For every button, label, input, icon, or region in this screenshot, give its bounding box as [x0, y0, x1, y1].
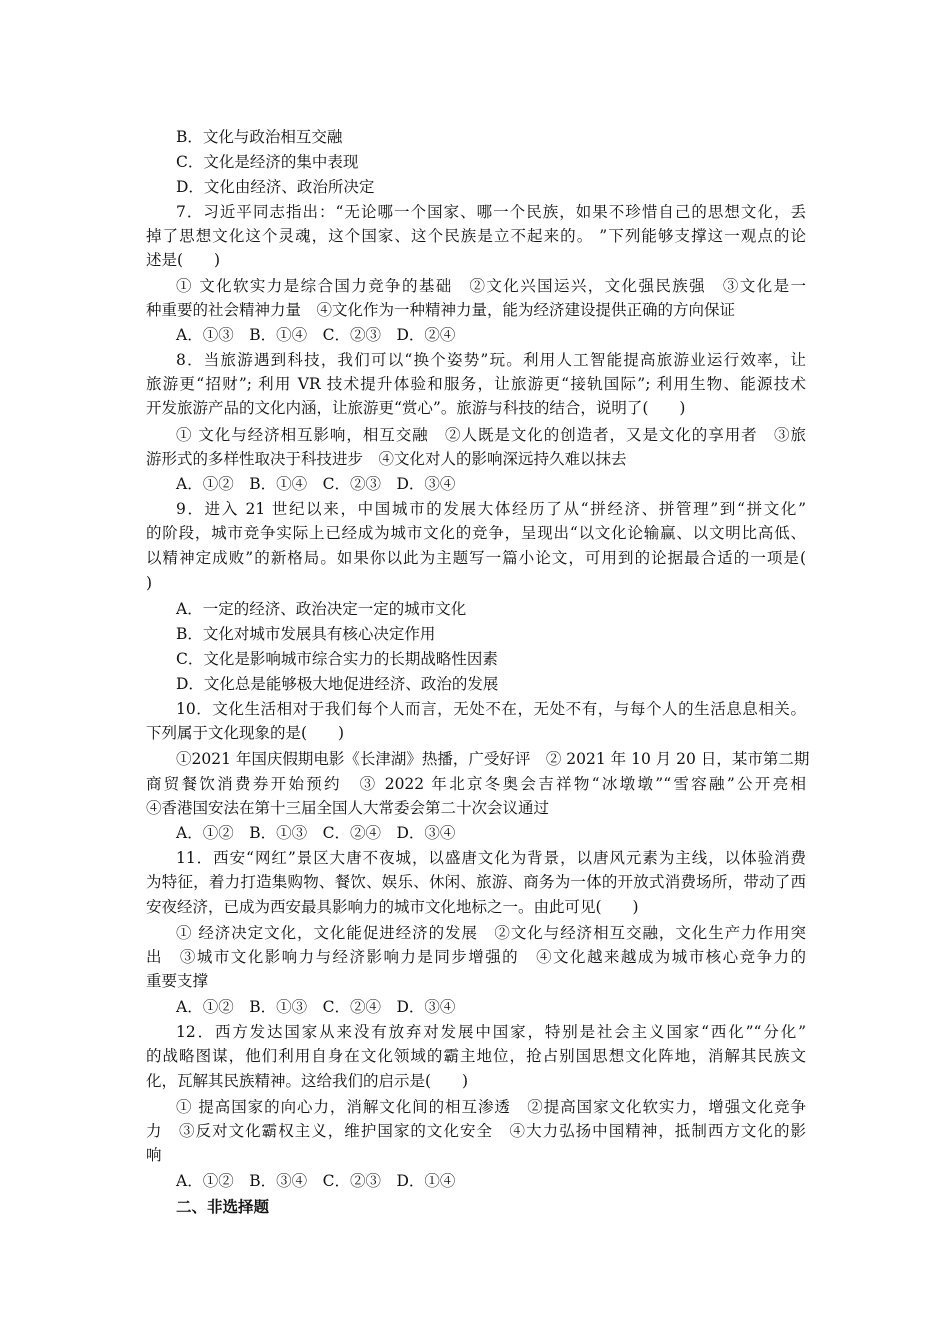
text-line: 为特征，着力打造集购物、餐饮、娱乐、休闲、旅游、商务为一体的开放式消费场所，带动了西: [146, 873, 806, 891]
text-line: 以精神定成败”的新格局。如果你以此为主题写一篇小论文，可用到的论据最合适的一项是(: [146, 549, 806, 567]
text-line: 7．习近平同志指出：“无论哪一个国家、哪一个民族，如果不珍惜自己的思想文化，丢: [176, 203, 806, 221]
text-line: A．①② B．③④ C．②③ D．①④: [176, 1172, 456, 1190]
text-line: D．文化由经济、政治所决定: [176, 178, 375, 196]
text-line: C．文化是经济的集中表现: [176, 153, 359, 171]
section-heading: 二、非选择题: [176, 1197, 270, 1216]
text-line: 旅游更“招财”; 利用 VR 技术提升体验和服务，让旅游更“接轨国际”; 利用生物、能源技术: [146, 375, 806, 393]
text-line: ④香港国安法在第十三届全国人大常委会第二十次会议通过: [146, 799, 550, 817]
text-line: 商贸餐饮消费券开始预约 ③ 2022 年北京冬奥会吉祥物“冰墩墩”“雪容融”公开亮相: [146, 775, 806, 793]
text-line: ① 文化与经济相互影响，相互交融 ②人既是文化的创造者，又是文化的享用者 ③旅: [176, 426, 806, 444]
text-line: 响: [146, 1146, 162, 1164]
text-line: ): [146, 574, 153, 592]
text-line: 述是( ): [146, 251, 221, 269]
text-line: ①2021 年国庆假期电影《长津湖》热播，广受好评 ② 2021 年 10 月 20 日，某市第二期: [176, 750, 810, 768]
text-line: 游形式的多样性取决于科技进步 ④文化对人的影响深远持久难以抹去: [146, 450, 627, 468]
text-line: 12．西方发达国家从来没有放弃对发展中国家，特别是社会主义国家“西化”“分化”: [176, 1023, 806, 1041]
text-line: 下列属于文化现象的是( ): [146, 724, 345, 742]
text-line: 10．文化生活相对于我们每个人而言，无处不在，无处不有，与每个人的生活息息相关。: [176, 700, 806, 718]
text-line: 9．进入 21 世纪以来，中国城市的发展大体经历了从“拼经济、拼管理”到“拼文化”: [176, 500, 806, 518]
text-line: 8．当旅游遇到科技，我们可以“换个姿势”玩。利用人工智能提高旅游业运行效率，让: [176, 351, 806, 369]
text-line: C．文化是影响城市综合实力的长期战略性因素: [176, 650, 498, 668]
text-line: 种重要的社会精神力量 ④文化作为一种精神力量，能为经济建设提供正确的方向保证: [146, 301, 736, 319]
text-line: D．文化总是能够极大地促进经济、政治的发展: [176, 675, 499, 693]
text-line: 力 ③反对文化霸权主义，维护国家的文化安全 ④大力弘扬中国精神，抵制西方文化的影: [146, 1122, 806, 1140]
text-line: ① 提高国家的向心力，消解文化间的相互渗透 ②提高国家文化软实力，增强文化竞争: [176, 1098, 806, 1116]
text-line: 掉了思想文化这个灵魂，这个国家、这个民族是立不起来的。 ”下列能够支撑这一观点的论: [146, 227, 806, 245]
text-line: 重要支撑: [146, 972, 209, 990]
text-line: 化，瓦解其民族精神。这给我们的启示是( ): [146, 1072, 469, 1090]
text-line: 安夜经济，已成为西安最具影响力的城市文化地标之一。由此可见( ): [146, 898, 639, 916]
text-line: A．①② B．①③ C．②④ D．③④: [176, 998, 456, 1016]
text-line: A．①② B．①③ C．②④ D．③④: [176, 824, 456, 842]
text-line: A．①② B．①④ C．②③ D．③④: [176, 475, 456, 493]
text-line: 11．西安“网红”景区大唐不夜城，以盛唐文化为背景，以唐风元素为主线，以体验消费: [176, 849, 806, 867]
text-line: B．文化与政治相互交融: [176, 128, 343, 146]
text-line: 的阶段，城市竞争实际上已经成为城市文化的竞争，呈现出“以文化论输赢、以文明比高低、: [146, 524, 806, 542]
text-line: 的战略图谋，他们利用自身在文化领域的霸主地位，抢占别国思想文化阵地，消解其民族文: [146, 1047, 806, 1065]
text-line: B．文化对城市发展具有核心决定作用: [176, 625, 436, 643]
text-line: 出 ③城市文化影响力与经济影响力是同步增强的 ④文化越来越成为城市核心竞争力的: [146, 948, 806, 966]
text-line: A．①③ B．①④ C．②③ D．②④: [176, 326, 456, 344]
text-line: ① 文化软实力是综合国力竞争的基础 ②文化兴国运兴，文化强民族强 ③文化是一: [176, 277, 806, 295]
text-line: ① 经济决定文化，文化能促进经济的发展 ②文化与经济相互交融，文化生产力作用突: [176, 924, 806, 942]
text-line: 开发旅游产品的文化内涵，让旅游更“赏心”。旅游与科技的结合，说明了( ): [146, 399, 686, 417]
text-line: A．一定的经济、政治决定一定的城市文化: [176, 600, 467, 618]
